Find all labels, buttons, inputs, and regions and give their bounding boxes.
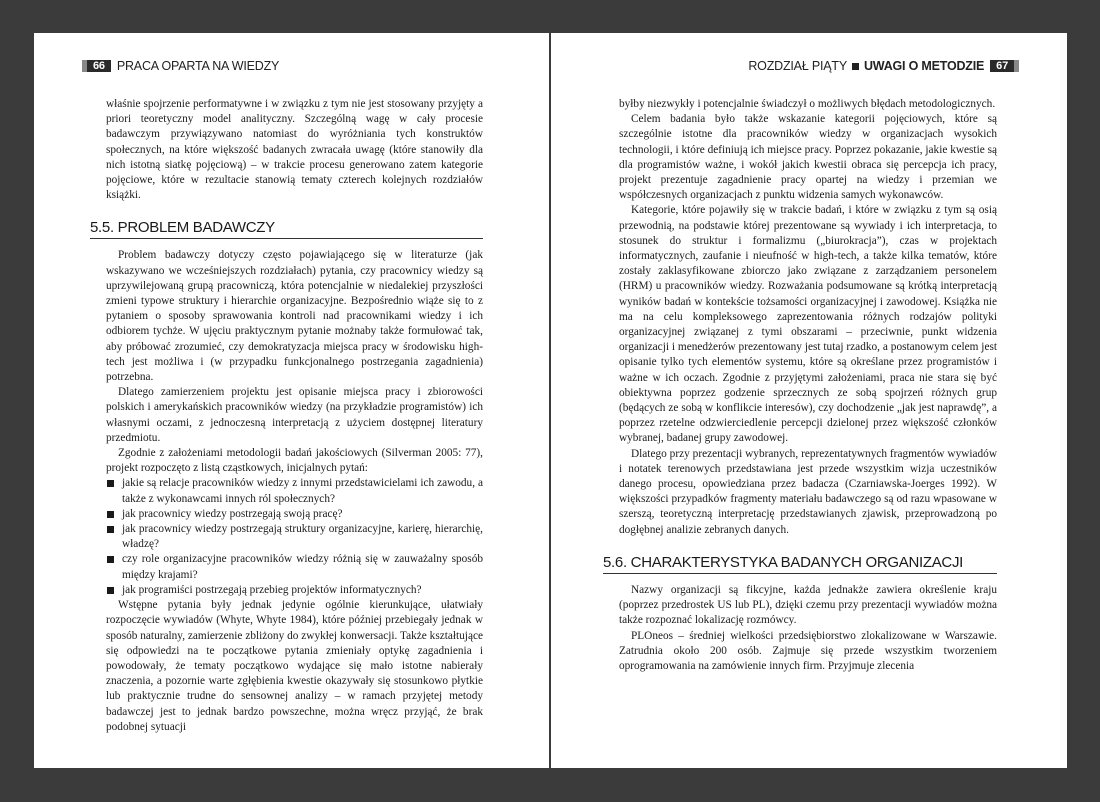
paragraph-5: Nazwy organizacji są fikcyjne, każda jednakże zawiera określenie kraju (poprzez przedrostek US lub PL), dzięki czemu przy prezentacji wywiadów można także rozpoznać lokalizację rozmówcy.	[619, 583, 997, 627]
paragraph-3: Kategorie, które pojawiły się w trakcie badań, i które w związku z tym są osią przewodnią, na podstawie której prezentowane są wywiady i ich interpretacja, to stosunek do struktur i formalizmu („biurokracja”), czas w projektach informatycznych, zaufanie i nieufność w high-tech, a także kilka tematów, które zostały zaklasyfikowane zbiorczo jako związane z zarządzaniem personelem (HRM) u pracowników wiedzy. Rozważania podsumowane są krótką interpretacją wyników badań w kontekście tożsamości organizacyjnej i zawodowej. Książka nie ma na celu kompleksowego zaprezentowania różnych rodzajów polityki organizacyjnej związanej z tymi obszarami – przeciwnie, punkt widzenia organizacji i menedżerów prezentowany jest tutaj rzadko, a postanowym celem jest opisanie tylko tych elementów systemu, które są określane przez programistów i ważne w ich oczach. Zgodnie z przyjętymi założeniami, praca nie stara się być obiektywna poprzez godzenie sprzecznych ze sobą spojrzeń różnych grup (będących ze sobą w konflikcie interesów), czy dochodzenie „jak jest naprawdę”, a poprzez rzetelne odzwierciedlenie percepcji dzielonej przez większość członków wybranej, badanej grupy zawodowej.	[619, 204, 997, 445]
list-item: jak programiści postrzegają przebieg projektów informatycznych?	[106, 583, 483, 598]
paragraph-4: Zgodnie z założeniami metodologii badań jakościowych (Silverman 2005: 77), projekt rozpoczęto z listą cząstkowych, inicjalnych pytań:	[106, 447, 483, 475]
text-column-right	[603, 97, 997, 674]
running-head-right	[748, 59, 1019, 73]
list-item: jak pracownicy wiedzy postrzegają swoją pracę?	[106, 507, 483, 522]
paragraph-4: Dlatego przy prezentacji wybranych, reprezentatywnych fragmentów wywiadów i notatek terenowych przedstawiana jest przede wszystkim wizja uczestników danego procesu, opowiedziana przez badacza (Czarniawska-Joerges 1992). W większości przypadków fragmenty materiału badawczego są od razu wpasowane w szerszą, teoretyczną interpretację przedstawianych zjawisk, przeprowadzoną po dogłębnej analizie zebranych danych.	[619, 447, 997, 536]
question-list	[106, 476, 483, 598]
page-left	[34, 33, 549, 768]
page-right	[551, 33, 1067, 768]
page-number-bar	[1014, 60, 1019, 72]
list-item: jak pracownicy wiedzy postrzegają struktury organizacyjne, karierę, hierarchię, władzę?	[106, 522, 483, 552]
paragraph-2: Celem badania było także wskazanie kategorii pojęciowych, które są szczególnie istotne dla pracowników wiedzy w organizacjach wysokich technologii, i które definiują ich miejsce pracy. Poprzez pokazanie, jakie kwestie są dla programistów ważne, i wokół jakich kwestii obraca się percepcja ich pracy, projekt prezentuje zagadnienie pracy opartej na wiedzy i przemian we współczesnych organizacjach z punktu widzenia samych wykonawców.	[619, 113, 997, 202]
paragraph-3: Dlatego zamierzeniem projektu jest opisanie miejsca pracy i zbiorowości polskich i amerykańskich pracowników wiedzy (na przykładzie programistów) ich własnymi oczami, z jednoczesną interpretacją z użyciem dostępnej literatury przedmiotu.	[106, 386, 483, 444]
running-head-left	[82, 59, 285, 73]
paragraph-6: PLOneos – średniej wielkości przedsiębiorstwo zlokalizowane w Warszawie. Zatrudnia około 200 osób. Zajmuje się przede wszystkim tworzeniem oprogramowania na zamówienie innych firm. Przyjmuje zlecenia	[619, 629, 997, 672]
running-head-title: PRACA OPARTA NA WIEDZY	[116, 59, 280, 73]
section-heading-5-6: 5.6. CHARAKTERYSTYKA BADANYCH ORGANIZACJI	[603, 554, 997, 574]
list-item: czy role organizacyjne pracowników wiedzy różnią się w zauważalny sposób między krajami?	[106, 552, 483, 582]
paragraph-5: Wstępne pytania były jednak jedynie ogólnie kierunkujące, ułatwiały rozpoczęcie wywiadów (Whyte, Whyte 1984), które później przebiegały jednak w sposób naturalny, zamierzenie zbliżony do zwykłej konwersacji. Także kształtujące się odpowiedzi na te początkowe pytania zmieniały optykę zagadnienia i powodowały, że tematy początkowo wydające się mało istotne nabierały znaczenia, a pozornie warte zgłębienia kwestie okazywały się stosunkowo płytkie lub praktycznie trudne do sensownej analizy – w ramach przyjętej metody badawczej jest to jednak bardzo powszechne, można wręcz przyjąć, że brak podobnej sytuacji	[106, 599, 483, 733]
section-heading-5-5: 5.5. PROBLEM BADAWCZY	[90, 219, 483, 239]
list-item: jakie są relacje pracowników wiedzy z innymi przedstawicielami ich zawodu, a także z wykonawcami innych ról społecznych?	[106, 476, 483, 506]
text-column-left	[90, 97, 483, 735]
paragraph-1: właśnie spojrzenie performatywne i w związku z tym nie jest stosowany przyjęty a priori teoretyczny model analityczny. Szczególną wagę w cały procesie badawczym przywiązywano natomiast do wyróżniania tych konstruktów społecznych, na które większość badanych zwracała uwagę (które stanowiły dla nich istotną siatkę pojęciową) – w trakcie procesu generowano zatem kategorie pojęciowe, które w rezultacie stanowią tematy czterech kolejnych rozdziałów książki.	[106, 98, 483, 202]
page-number: 67	[990, 60, 1014, 72]
page-number: 66	[87, 60, 111, 72]
paragraph-1: byłby niezwykły i potencjalnie świadczył o możliwych błędach metodologicznych.	[619, 98, 996, 110]
running-head-chapter: ROZDZIAŁ PIĄTY	[748, 59, 847, 73]
paragraph-2: Problem badawczy dotyczy często pojawiającego się w literaturze (jak wskazywano we wcześniejszych rozdziałach) pytania, czy pracownicy wiedzy są uprzywilejowaną grupą pracowniczą, która potencjalnie w niedalekiej przyszłości zmieni typowe struktury i hierarchie organizacyjne. Bezpośrednio wiąże się to z pytaniem o sposoby sprawowania kontroli nad pracownikami wiedzy i ich odbiorem tychże. W ujęciu praktycznym pytanie możnaby także formułować tak, aby próbować zrozumieć, czy demokratyzacja miejsca pracy w środowisku high-tech jest możliwa i (w przypadku funkcjonalnego postrzegania zagadnienia) potrzebna.	[106, 249, 483, 384]
running-head-title: UWAGI O METODZIE	[863, 59, 985, 73]
separator-square-icon	[852, 63, 859, 70]
